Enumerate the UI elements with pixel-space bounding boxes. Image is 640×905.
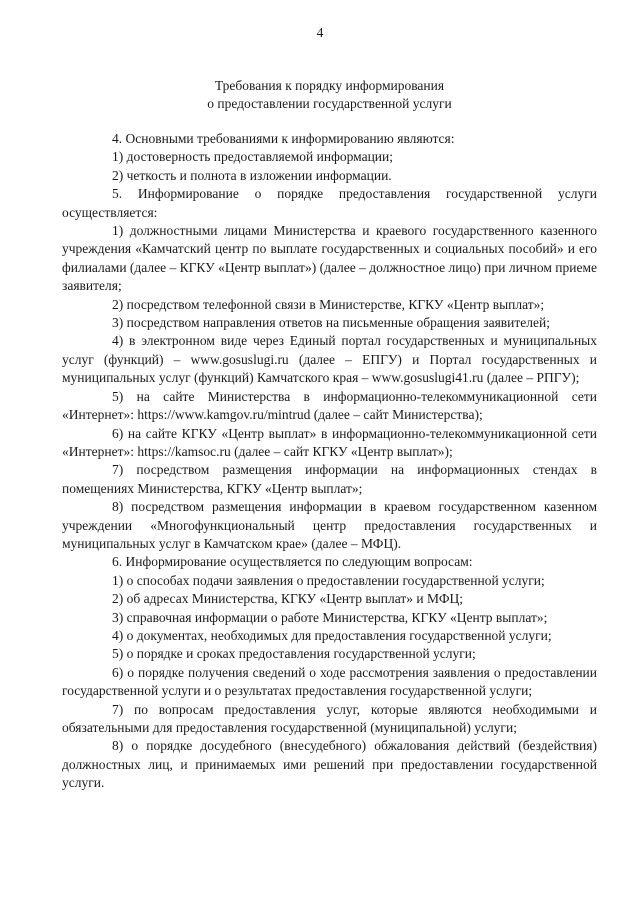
paragraph: 1) о способах подачи заявления о предоставлении государственной услуги; bbox=[112, 572, 545, 588]
paragraph: 4) в электронном виде через Единый портал государственных и муниципальных услуг (функций) – www.gosuslugi.ru (далее – ЕПГУ) и Портал государственных и муниципальных услуг (функций) Камчатского края – www.gosuslugi41.ru (далее – РПГУ); bbox=[62, 333, 597, 386]
paragraph: 1) достоверность предоставляемой информации; bbox=[112, 149, 393, 165]
paragraph: 4. Основными требованиями к информированию являются: bbox=[112, 131, 455, 146]
paragraph: 2) посредством телефонной связи в Министерстве, КГКУ «Центр выплат»; bbox=[112, 296, 545, 312]
paragraph: 7) посредством размещения информации на информационных стендах в помещениях Министерства, КГКУ «Центр выплат»; bbox=[62, 462, 597, 496]
paragraph: 8) о порядке досудебного (внесудебного) обжалования действий (бездействия) должностных лиц, и принимаемых ими решений при предоставлении государственной услуги. bbox=[62, 738, 597, 791]
paragraph: 3) справочная информации о работе Министерства, КГКУ «Центр выплат»; bbox=[112, 609, 548, 625]
paragraph: 6. Информирование осуществляется по следующим вопросам: bbox=[112, 554, 473, 570]
paragraph: 5) о порядке и сроках предоставления государственной услуги; bbox=[112, 646, 476, 662]
title-line: Требования к порядку информирования bbox=[214, 78, 445, 93]
paragraph: 6) на сайте КГКУ «Центр выплат» в информационно-телекоммуникационной сети «Интернет»: https://kamsoc.ru (далее – сайт КГКУ «Центр выплат»); bbox=[62, 425, 597, 459]
document-body bbox=[62, 130, 597, 793]
paragraph: 5. Информирование о порядке предоставления государственной услуги осуществляется: bbox=[62, 186, 597, 220]
paragraph: 8) посредством размещения информации в краевом государственном казенном учреждении «Многофункциональный центр предоставления государственных и муниципальных услуг в Камчатском крае» (далее – МФЦ). bbox=[62, 499, 597, 551]
page-number: 4 bbox=[316, 25, 324, 40]
paragraph: 3) посредством направления ответов на письменные обращения заявителей; bbox=[112, 315, 551, 331]
paragraph: 6) о порядке получения сведений о ходе рассмотрения заявления о предоставлении государственной услуги и о результатах предоставления государственной услуги; bbox=[62, 664, 597, 699]
title-line: о предоставлении государственной услуги bbox=[207, 96, 452, 112]
document-title bbox=[62, 77, 597, 114]
paragraph: 7) по вопросам предоставления услуг, которые являются необходимыми и обязательными для предоставления государственной (муниципальной) услуги; bbox=[62, 701, 597, 735]
paragraph: 4) о документах, необходимых для предоставления государственной услуги; bbox=[112, 627, 552, 643]
paragraph: 1) должностными лицами Министерства и краевого государственного казенного учреждения «Камчатский центр по выплате государственных и социальных пособий» и его филиалами (далее – КГКУ «Центр выплат») (далее – должностное лицо) при личном приеме заявителя; bbox=[62, 223, 597, 294]
paragraph: 2) об адресах Министерства, КГКУ «Центр выплат» и МФЦ; bbox=[112, 591, 464, 607]
paragraph: 2) четкость и полнота в изложении информации. bbox=[112, 167, 392, 183]
paragraph: 5) на сайте Министерства в информационно-телекоммуникационной сети «Интернет»: https://www.kamgov.ru/mintrud (далее – сайт Министерства); bbox=[62, 388, 597, 423]
